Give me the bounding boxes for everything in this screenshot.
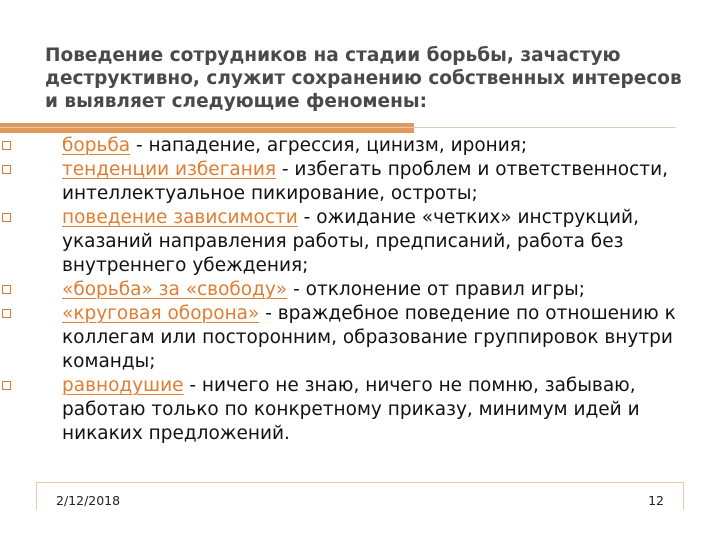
- bullet-item: [0, 278, 712, 302]
- title-accent-bar: [0, 123, 414, 133]
- bullet-text: - нападение, агрессия, цинизм, ирония;: [130, 135, 528, 156]
- bullet-list: [0, 134, 712, 446]
- bullet-item: [0, 374, 712, 446]
- bullet-text: - ожидание «четких» инструкций, указаний направления работы, предписаний, работа без внутреннего убеждения;: [62, 207, 639, 276]
- square-bullet-icon: [2, 165, 11, 174]
- square-bullet-icon: [2, 309, 11, 318]
- bullet-item: [0, 134, 712, 158]
- footer-right-tick: [683, 482, 684, 510]
- footer-left-tick: [36, 482, 37, 510]
- bullet-term: «круговая оборона»: [62, 303, 260, 324]
- footer-divider: [36, 482, 684, 483]
- bullet-term: равнодушие: [62, 375, 184, 396]
- square-bullet-icon: [2, 285, 11, 294]
- bullet-text: - избегать проблем и ответственности, интеллектуальное пикирование, остроты;: [62, 159, 668, 204]
- bullet-term: поведение зависимости: [62, 207, 298, 228]
- footer-date: 2/12/2018: [56, 493, 121, 508]
- square-bullet-icon: [2, 141, 11, 150]
- bullet-text: - враждебное поведение по отношению к коллегам или посторонним, образование группировок внутри команды;: [62, 303, 676, 372]
- bullet-item: [0, 206, 712, 278]
- title-divider-line: [0, 127, 676, 128]
- bullet-term: борьба: [62, 135, 131, 156]
- bullet-text: - ничего не знаю, ничего не помню, забываю, работаю только по конкретному приказу, минимум идей и никаких предложений.: [62, 375, 640, 444]
- bullet-term: тенденции избегания: [62, 159, 276, 180]
- bullet-item: [0, 158, 712, 206]
- bullet-term: «борьба» за «свободу»: [62, 279, 288, 300]
- bullet-item: [0, 302, 712, 374]
- square-bullet-icon: [2, 213, 11, 222]
- slide-title: Поведение сотрудников на стадии борьбы, зачастую деструктивно, служит сохранению собственных интересов и выявляет следующие феномены:: [45, 45, 682, 112]
- bullet-text: - отклонение от правил игры;: [287, 279, 586, 300]
- square-bullet-icon: [2, 381, 11, 390]
- page-number: 12: [648, 493, 664, 508]
